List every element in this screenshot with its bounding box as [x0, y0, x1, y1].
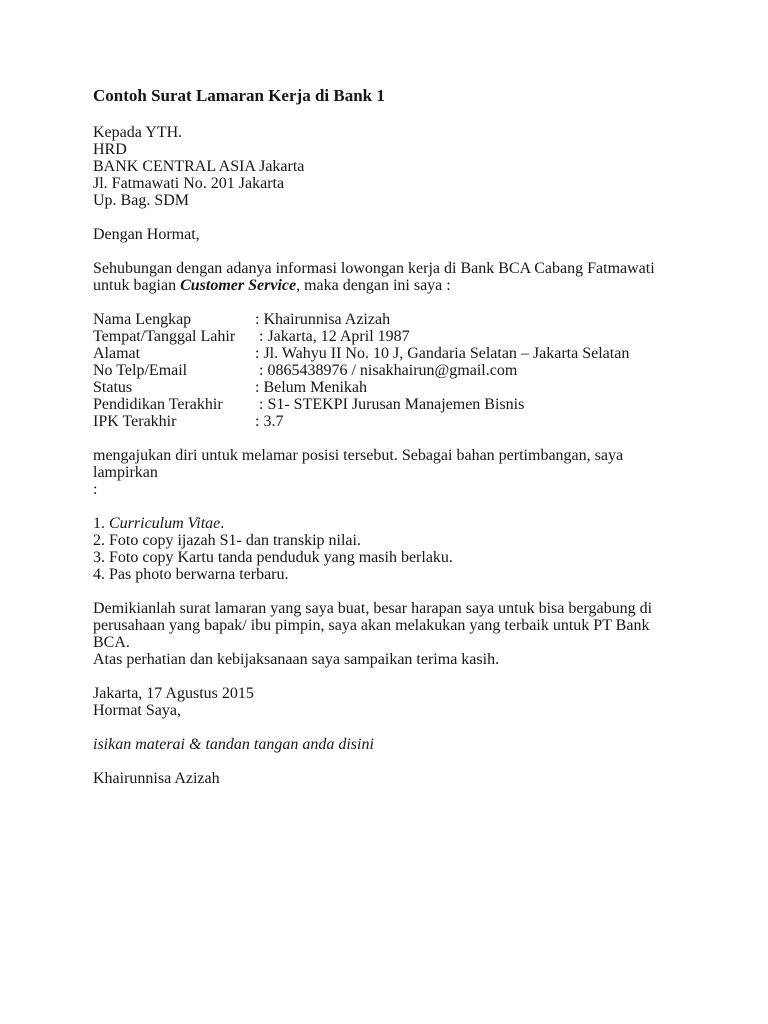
attachment-item	[93, 566, 685, 583]
paragraph-line: perusahaan yang bapak/ ibu pimpin, saya akan melakukan yang terbaik untuk PT Bank BCA.	[93, 617, 654, 651]
detail-value: : Jakarta, 12 April 1987	[255, 328, 410, 345]
detail-row	[93, 362, 685, 379]
detail-value: : 3.7	[255, 413, 284, 430]
text-segment: 3. Foto copy Kartu tanda penduduk yang masih berlaku.	[93, 549, 453, 566]
letter-content	[93, 86, 685, 787]
text-segment: .	[220, 515, 225, 532]
detail-row	[93, 311, 685, 328]
recipient-line: Kepada YTH.	[93, 124, 183, 141]
recipient-line: BANK CENTRAL ASIA Jakarta	[93, 158, 305, 175]
detail-value: : Belum Menikah	[255, 379, 367, 396]
text-segment: untuk bagian	[93, 277, 181, 294]
detail-value: : Khairunnisa Azizah	[255, 311, 391, 328]
text-segment: 1.	[93, 515, 109, 532]
recipient-line: HRD	[93, 141, 127, 158]
paragraph-line: Demikianlah surat lamaran yang saya buat, besar harapan saya untuk bisa bergabung di	[93, 600, 653, 617]
recipient-line: Jl. Fatmawati No. 201 Jakarta	[93, 175, 285, 192]
text-segment: , maka dengan ini saya :	[296, 277, 451, 294]
text-segment: Sehubungan dengan adanya informasi lowongan kerja di Bank BCA Cabang Fatmawati	[93, 260, 655, 277]
detail-row	[93, 328, 685, 345]
detail-row	[93, 345, 685, 362]
recipient-line: Up. Bag. SDM	[93, 192, 190, 209]
detail-row	[93, 396, 685, 413]
detail-label: No Telp/Email	[93, 362, 188, 379]
signature-note: isikan materai & tandan tangan anda disini	[93, 736, 374, 753]
attachment-item	[93, 532, 685, 549]
blank-line	[93, 668, 685, 685]
text-segment: :	[93, 481, 98, 498]
paragraph-line	[93, 277, 685, 294]
blank-line	[93, 430, 685, 447]
page-title: Contoh Surat Lamaran Kerja di Bank 1	[93, 86, 385, 105]
detail-value: : Jl. Wahyu II No. 10 J, Gandaria Selatan – Jakarta Selatan	[255, 345, 630, 362]
attachment-item	[93, 549, 685, 566]
detail-value: : 0865438976 / nisakhairun@gmail.com	[255, 362, 518, 379]
detail-label: IPK Terakhir	[93, 413, 177, 430]
salutation: Dengan Hormat,	[93, 226, 200, 243]
paragraph-line	[93, 481, 685, 498]
blank-line	[93, 498, 685, 515]
personal-details	[93, 311, 685, 430]
paragraph-line	[93, 447, 685, 481]
text-segment: Customer Service	[180, 277, 297, 294]
paragraph-line: Atas perhatian dan kebijaksanaan saya sampaikan terima kasih.	[93, 651, 500, 668]
attachment-list	[93, 515, 685, 583]
detail-label: Alamat	[93, 345, 141, 362]
detail-label: Tempat/Tanggal Lahir	[93, 328, 236, 345]
blank-line	[93, 294, 685, 311]
blank-line	[93, 753, 685, 770]
text-segment: mengajukan diri untuk melamar posisi tersebut. Sebagai bahan pertimbangan, saya lampirkan	[93, 447, 628, 481]
detail-row	[93, 413, 685, 430]
text-segment: 4. Pas photo berwarna terbaru.	[93, 566, 289, 583]
paragraph-line	[93, 260, 685, 277]
blank-line	[93, 583, 685, 600]
attachment-item	[93, 515, 685, 532]
signoff: Hormat Saya,	[93, 702, 181, 719]
recipient-block	[93, 124, 685, 209]
detail-value: : S1- STEKPI Jurusan Manajemen Bisnis	[255, 396, 525, 413]
opening-paragraph	[93, 260, 685, 294]
blank-line	[93, 243, 685, 260]
date-line: Jakarta, 17 Agustus 2015	[93, 685, 254, 702]
detail-label: Nama Lengkap	[93, 311, 192, 328]
detail-row	[93, 379, 685, 396]
blank-line	[93, 719, 685, 736]
signature-name: Khairunnisa Azizah	[93, 770, 220, 787]
body-paragraph	[93, 447, 685, 498]
blank-line	[93, 209, 685, 226]
detail-label: Status	[93, 379, 133, 396]
text-segment: Curriculum Vitae	[109, 515, 221, 532]
text-segment: 2. Foto copy ijazah S1- dan transkip nilai.	[93, 532, 361, 549]
detail-label: Pendidikan Terakhir	[93, 396, 223, 413]
closing-paragraph	[93, 600, 685, 668]
blank-line	[93, 107, 685, 124]
